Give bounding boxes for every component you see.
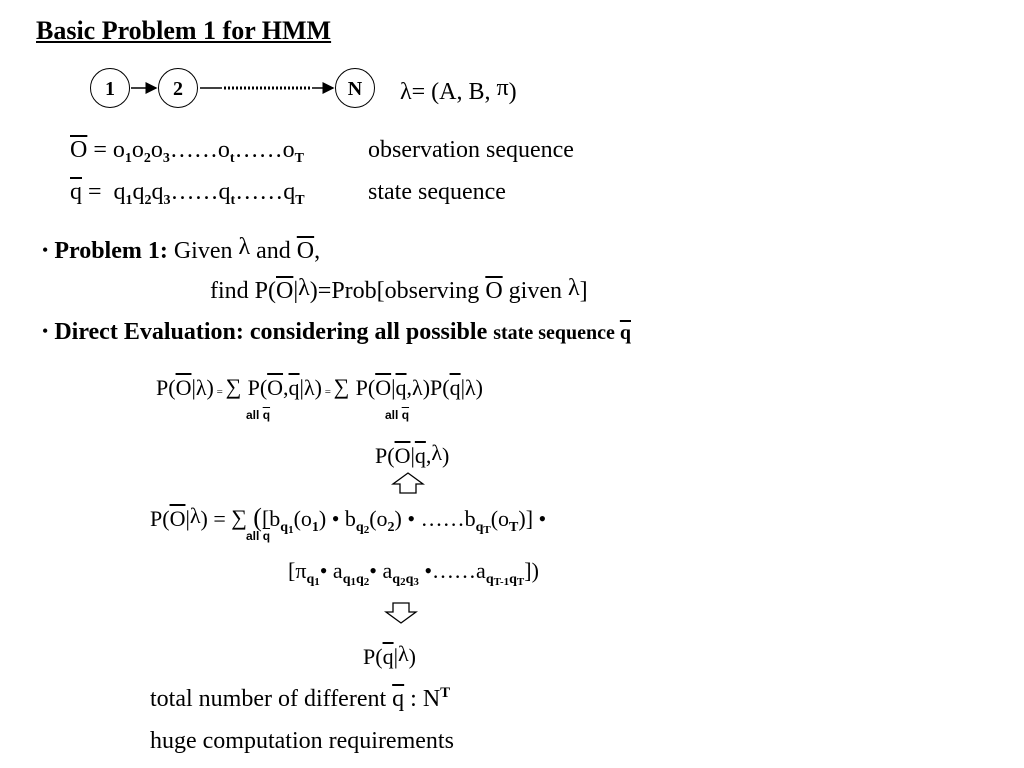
conditional-observation-prob: $P(\overline{O}|\overline{q},\lambda)$ [375, 440, 450, 468]
state-sequence-label: state sequence [368, 179, 506, 205]
equation-expanded-a: [$\pi_{q1}•$ $a_{q1q2}•$ $a_{q2q3}$ $•\dots\dots a_{qT-1qT}$]) [288, 558, 539, 588]
sum-label-3: all $\overline{q}$ [246, 529, 271, 543]
total-number-line: total number of different $\overline{q}$ : $N^T$ [150, 685, 451, 712]
problem1-find-line: find $P(\overline{O}|\lambda)=Prob[observing$ $\overline{O}$ given λ] [210, 275, 588, 304]
down-hollow-arrow [386, 603, 416, 623]
state-node-2: 2 [158, 68, 198, 108]
direct-evaluation-line: • Direct Evaluation: considering all possible state sequence $\overline{q}$ [42, 319, 631, 345]
sum-label-2: all $\overline{q}$ [385, 408, 410, 422]
state-node-n: N [335, 68, 375, 108]
slide-title: Basic Problem 1 for HMM [36, 16, 332, 45]
observation-sequence-label: observation sequence [368, 137, 574, 163]
state-sequence-prob: $P(\overline{q}|\lambda)$ [363, 641, 416, 669]
equation-total-probability: $P(\overline{O}|\lambda)$ = ∑ $P(\overline{O},\overline{q}|\lambda)$ = ∑ $P(\overline{O}|\overline{q},\lambda)P(\overline{q}|\lambda)$ [156, 373, 483, 400]
state-sequence-line: $\overline{q}$ = $q_1q_2q_3\dots\dots q_t\dots\dots q_T$ [70, 179, 305, 208]
up-hollow-arrow [393, 473, 423, 493]
observation-sequence-line: $\overline{O}$ = $o_1o_2o_3\dots\dots o_t\dots\dots o_T$ [70, 137, 304, 166]
sum-label-1: all $\overline{q}$ [246, 408, 271, 422]
problem1-line: • Problem 1: Given λ and $\overline{O}$, [42, 234, 321, 264]
huge-computation-line: huge computation requirements [150, 728, 454, 754]
state-node-1: 1 [90, 68, 130, 108]
equation-expanded-b: $P(\overline{O}|\lambda)$ = ∑ ([$b_{q1}(o_1)$ • $b_{q2}(o_2)$ • $\dots\dots b_{qT}(o_T)$] • [150, 503, 547, 536]
lambda-definition: λ= (A, B, π) [400, 75, 517, 105]
